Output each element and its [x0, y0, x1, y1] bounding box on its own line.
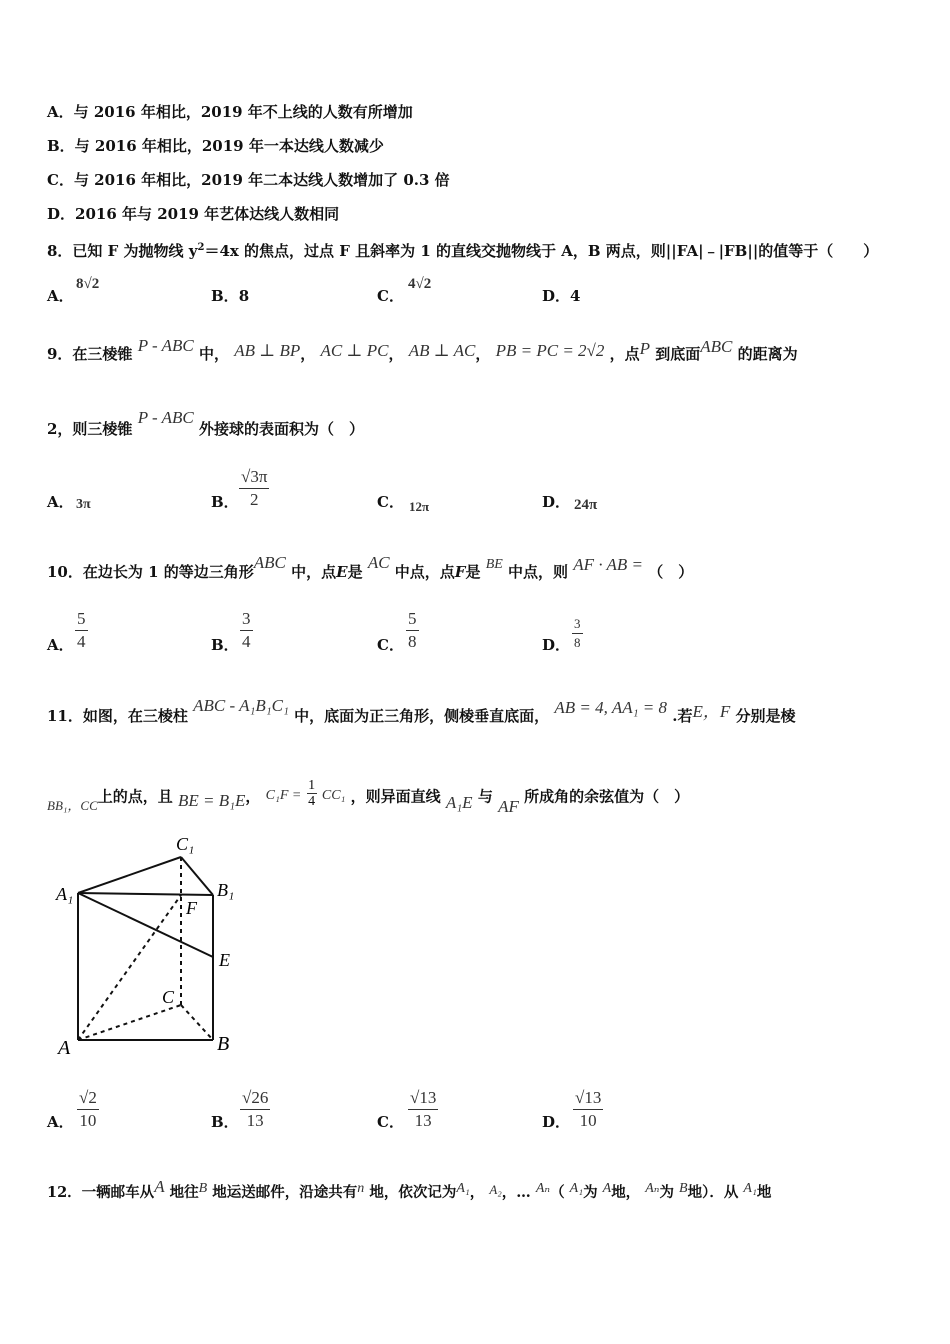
q11-option-d-label: D． [542, 1113, 571, 1131]
q9-option-d-value: 24π [574, 497, 598, 513]
prism-figure [52, 830, 252, 1060]
edge-a1-b1 [78, 893, 213, 895]
hidden-edge-a-c [78, 1005, 181, 1040]
q8-option-b: B．8 [211, 287, 250, 305]
q9-stem-line1: 9．在三棱锥 P - ABC 中， AB ⊥ BP， AC ⊥ PC， AB ⊥ AC， PB = PC = 2√2 ，点P 到底面ABC 的距离为 [47, 336, 798, 363]
q10-option-c-label: C． [377, 636, 404, 654]
label-a1: A₁ [56, 884, 74, 904]
q9-stem-line2: 2，则三棱锥 P - ABC 外接球的表面积为（ ） [47, 408, 364, 438]
q9-option-c-label: C． [377, 493, 404, 511]
q9-option-c-value: 12π [409, 499, 430, 514]
q7-option-a: A．与 2016 年相比，2019 年不上线的人数有所增加 [47, 103, 413, 121]
q10-option-b-fraction: 3 4 [242, 609, 251, 651]
label-e: E [219, 950, 230, 970]
q10-option-d-label: D． [542, 636, 571, 654]
q11-stem-line2: BB₁，CC上的点，且 BE = B₁E， C₁F = $\frac{1}{4}$ CC₁ ，则异面直线 A₁E 与 AF 所成角的余弦值为（ ） [47, 778, 690, 816]
label-a: A [58, 1037, 71, 1059]
edge-a1-c1 [78, 857, 181, 893]
label-c1: C₁ [176, 834, 195, 854]
q8-option-d: D．4 [542, 287, 581, 305]
q9-option-b-fraction: √3π 2 [241, 467, 268, 509]
q11-option-a-fraction: √2 10 [79, 1088, 97, 1130]
q11-option-d-fraction: √13 10 [575, 1088, 602, 1130]
q10-option-c-fraction: 5 8 [408, 609, 417, 651]
edge-c1-b1 [181, 857, 213, 895]
q8-option-c-value: 4√2 [408, 276, 432, 292]
q9-option-d-label: D． [542, 493, 571, 511]
q9-option-a-label: A． [47, 493, 74, 511]
label-b1: B₁ [217, 880, 235, 900]
q9-option-b-label: B． [211, 493, 239, 511]
q10-option-b-label: B． [211, 636, 239, 654]
q8-option-c: C． [377, 287, 404, 305]
q8-option-a: A． [47, 287, 74, 305]
label-b: B [217, 1033, 230, 1055]
hidden-edge-c-b [181, 1005, 213, 1040]
label-c: C [162, 987, 175, 1007]
q11-option-b-label: B． [211, 1113, 239, 1131]
q7-option-c: C．与 2016 年相比，2019 年二本达线人数增加了 0.3 倍 [47, 171, 450, 189]
q8-option-a-value: 8√2 [76, 276, 100, 292]
q11-stem-line1: 11．如图，在三棱柱 ABC - A₁B₁C₁ 中，底面为正三角形，侧棱垂直底面， AB = 4, AA₁ = 8 .若E，F 分别是棱 [47, 696, 796, 725]
q11-option-a-label: A． [47, 1113, 74, 1131]
label-f: F [186, 898, 197, 918]
q7-option-b: B．与 2016 年相比，2019 年一本达线人数减少 [47, 137, 384, 155]
q10-stem: 10．在边长为 1 的等边三角形ABC 中，点E是 AC 中点，点F是 BE 中点，则 AF · AB = （ ） [47, 553, 694, 581]
q10-option-a-label: A． [47, 636, 74, 654]
q8-stem: 8．已知 F 为抛物线 $y^2=4x$ 的焦点，过点 F 且斜率为 1 的直线交抛物线于 A，B 两点，则||FA|﹣|FB||的值等于（ ） [47, 242, 879, 260]
q11-option-c-fraction: √13 13 [410, 1088, 437, 1130]
q9-option-a-value: 3π [76, 497, 91, 512]
q11-option-c-label: C． [377, 1113, 404, 1131]
q12-stem: 12．一辆邮车从A 地往B 地运送邮件，沿途共有n 地，依次记为A₁， A₂，… Aₙ（ A₁为 A地， Aₙ为 B地）．从 A₁地 [47, 1177, 772, 1201]
q11-option-b-fraction: √26 13 [242, 1088, 269, 1130]
q10-option-a-fraction: 5 4 [77, 609, 86, 651]
q7-option-d: D．2016 年与 2019 年艺体达线人数相同 [47, 205, 340, 223]
q10-option-d-fraction: 3 8 [574, 616, 581, 650]
